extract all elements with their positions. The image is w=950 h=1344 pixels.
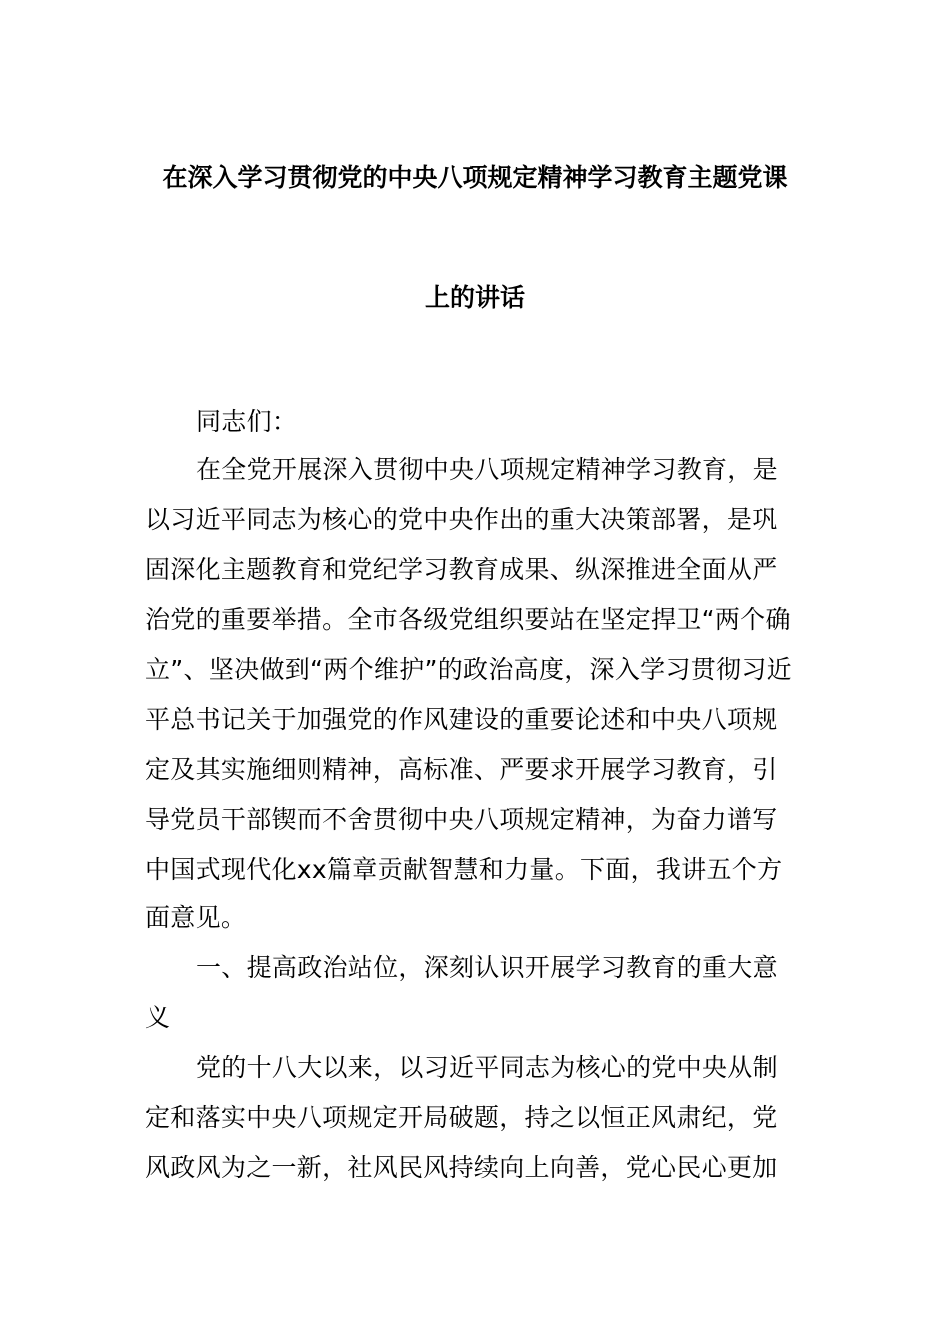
document-title-line-1: 在深入学习贯彻党的中央八项规定精神学习教育主题党课 [162, 163, 788, 192]
body-line: 党的十八大以来，以习近平同志为核心的党中央从制 [196, 1053, 778, 1082]
body-line: 在全党开展深入贯彻中央八项规定精神学习教育，是 [196, 455, 778, 484]
section-heading-line: 义 [145, 1003, 171, 1032]
body-line: 立”、坚决做到“两个维护”的政治高度，深入学习贯彻习近 [145, 655, 792, 684]
body-line: 以习近平同志为核心的党中央作出的重大决策部署，是巩 [145, 505, 778, 534]
body-line: 风政风为之一新，社风民风持续向上向善，党心民心更加 [145, 1153, 778, 1182]
body-line: 治党的重要举措。全市各级党组织要站在坚定捍卫“两个确 [145, 605, 791, 634]
body-line: 定及其实施细则精神，高标准、严要求开展学习教育，引 [145, 755, 778, 784]
document-title-line-2: 上的讲话 [424, 283, 525, 312]
body-line: 固深化主题教育和党纪学习教育成果、纵深推进全面从严 [145, 555, 778, 584]
body-line: 导党员干部锲而不舍贯彻中央八项规定精神，为奋力谱写 [145, 805, 778, 834]
section-heading-line: 一、提高政治站位，深刻认识开展学习教育的重大意 [196, 953, 778, 982]
body-line: 中国式现代化xx篇章贡献智慧和力量。下面，我讲五个方 [145, 855, 783, 884]
body-line: 平总书记关于加强党的作风建设的重要论述和中央八项规 [145, 705, 778, 734]
body-line: 定和落实中央八项规定开局破题，持之以恒正风肃纪，党 [145, 1103, 778, 1132]
body-line: 面意见。 [145, 903, 247, 932]
salutation: 同志们： [196, 407, 298, 436]
